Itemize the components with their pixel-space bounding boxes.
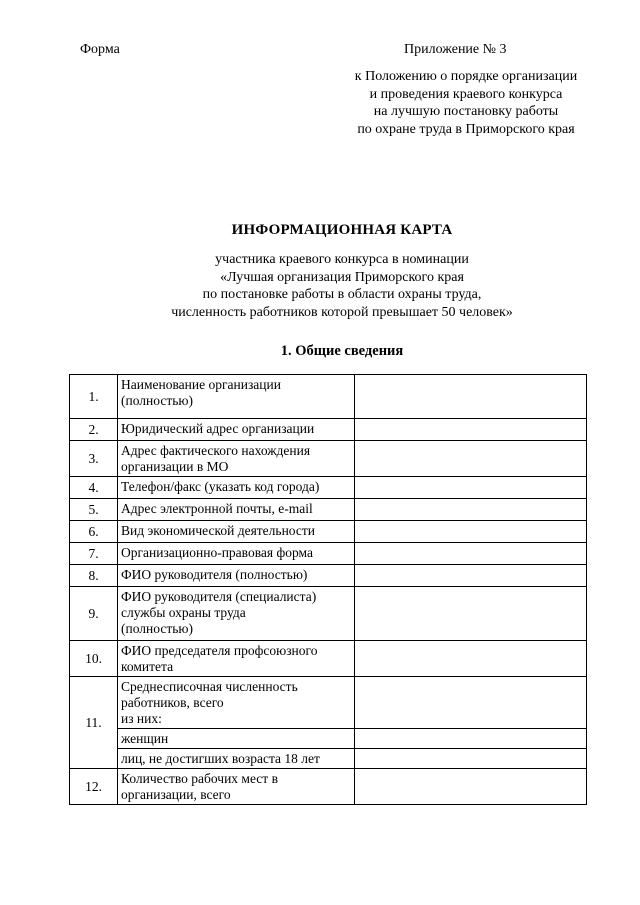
document-title: ИНФОРМАЦИОННАЯ КАРТА <box>231 222 453 238</box>
table-row <box>70 543 587 565</box>
info-card-table <box>69 374 587 805</box>
subrow-label: лиц, не достигших возраста 18 лет <box>118 749 355 769</box>
row-value-field[interactable] <box>355 565 587 587</box>
table-row <box>70 375 587 419</box>
table-row <box>70 521 587 543</box>
section-title: 1. Общие сведения <box>280 343 404 359</box>
row-label-line: Организационно-правовая форма <box>121 545 313 560</box>
table-row <box>70 499 587 521</box>
form-label: Форма <box>80 42 120 57</box>
row-value-field[interactable] <box>355 677 587 729</box>
row-value-field[interactable] <box>355 419 587 441</box>
row-number: 12. <box>70 769 118 805</box>
row-label-line: Телефон/факс (указать код города) <box>121 479 320 494</box>
basis-line: на лучшую постановку работы <box>373 104 559 119</box>
row-label-line: службы охраны труда <box>121 605 246 620</box>
row-value-field[interactable] <box>355 521 587 543</box>
row-label <box>118 677 355 729</box>
row-label-line: работников, всего <box>121 695 224 710</box>
subtitle-line: участника краевого конкурса в номинации <box>215 252 469 267</box>
row-label-line: организации, всего <box>121 787 231 802</box>
row-value-field[interactable] <box>355 641 587 677</box>
basis-line: по охране труда в Приморского края <box>357 121 575 137</box>
basis-line: и проведения краевого конкурса <box>369 86 563 102</box>
subtitle-line: по постановке работы в области охраны труда, <box>202 287 482 302</box>
table-row <box>70 565 587 587</box>
row-value-field[interactable] <box>355 587 587 641</box>
info-card-rows <box>70 375 587 805</box>
row-label-line: (полностью) <box>121 393 193 408</box>
row-number: 5. <box>70 499 118 521</box>
subrow-value-field[interactable] <box>355 729 587 749</box>
table-subrow <box>70 749 587 769</box>
row-number: 7. <box>70 543 118 565</box>
table-row <box>70 587 587 641</box>
table-subrow <box>70 729 587 749</box>
table-row <box>70 769 587 805</box>
basis-line: к Положению о порядке организации <box>354 69 578 84</box>
row-value-field[interactable] <box>355 543 587 565</box>
row-label-line: Адрес фактического нахождения <box>121 443 311 458</box>
row-number: 1. <box>70 375 118 419</box>
row-label <box>118 419 355 441</box>
row-label-line: ФИО руководителя (полностью) <box>121 567 308 582</box>
row-number: 10. <box>70 641 118 677</box>
row-label-line: комитета <box>121 659 174 674</box>
row-label <box>118 499 355 521</box>
row-value-field[interactable] <box>355 477 587 499</box>
appendix-number: Приложение № 3 <box>404 42 507 57</box>
subtitle-line: численность работников которой превышает 50 человек» <box>171 304 513 320</box>
row-label-line: организации в МО <box>121 459 229 474</box>
subrow-label: женщин <box>118 729 355 749</box>
row-label <box>118 587 355 641</box>
document-subtitle <box>0 251 640 321</box>
table-row <box>70 477 587 499</box>
row-label-line: (полностью) <box>121 621 193 636</box>
row-number: 6. <box>70 521 118 543</box>
row-label-line: Количество рабочих мест в <box>121 771 278 786</box>
subtitle-line: «Лучшая организация Приморского края <box>220 269 464 285</box>
row-value-field[interactable] <box>355 769 587 805</box>
row-label <box>118 565 355 587</box>
row-value-field[interactable] <box>355 441 587 477</box>
row-label-line: ФИО руководителя (специалиста) <box>121 589 317 604</box>
row-number: 4. <box>70 477 118 499</box>
row-label <box>118 543 355 565</box>
row-label-line: Наименование организации <box>121 377 281 392</box>
row-label-line: Вид экономической деятельности <box>121 523 315 538</box>
table-row <box>70 441 587 477</box>
row-label-line: ФИО председателя профсоюзного <box>121 643 318 658</box>
table-row <box>70 419 587 441</box>
row-number: 3. <box>70 441 118 477</box>
row-value-field[interactable] <box>355 499 587 521</box>
row-number: 11. <box>70 677 118 769</box>
row-value-field[interactable] <box>355 375 587 419</box>
table-row <box>70 677 587 729</box>
row-label <box>118 521 355 543</box>
appendix-basis <box>330 68 602 138</box>
row-label <box>118 375 355 419</box>
table-row <box>70 641 587 677</box>
row-label <box>118 641 355 677</box>
row-label <box>118 477 355 499</box>
row-label <box>118 441 355 477</box>
subrow-value-field[interactable] <box>355 749 587 769</box>
row-label-line: Юридический адрес организации <box>121 421 315 436</box>
row-label-line: Среднесписочная численность <box>121 679 298 694</box>
row-label <box>118 769 355 805</box>
row-number: 9. <box>70 587 118 641</box>
row-number: 2. <box>70 419 118 441</box>
row-number: 8. <box>70 565 118 587</box>
row-label-line: Адрес электронной почты, e-mail <box>121 501 313 516</box>
row-label-line: из них: <box>121 711 162 726</box>
